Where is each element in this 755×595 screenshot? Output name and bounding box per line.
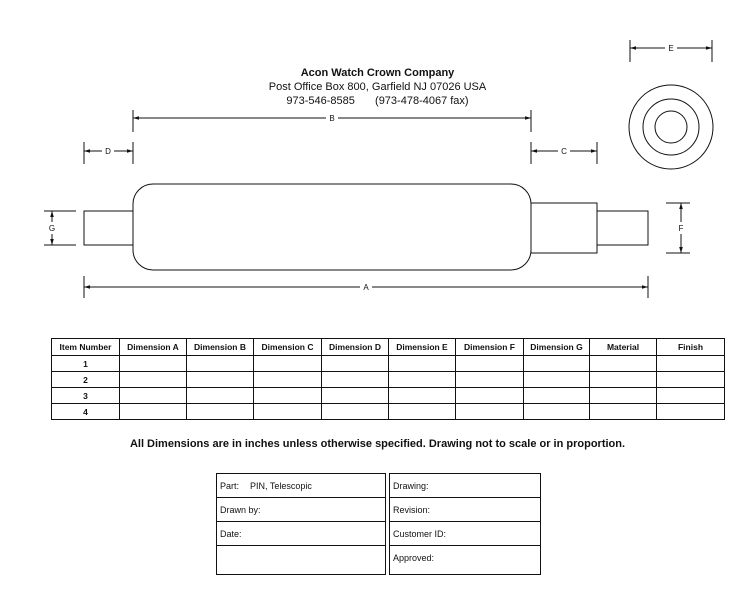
- dim-a-label: A: [363, 283, 369, 292]
- col-header: Dimension F: [456, 339, 524, 356]
- dim-c-label: C: [561, 147, 567, 156]
- date-field: Date:: [217, 522, 385, 546]
- company-fax: (973-478-4067 fax): [375, 95, 469, 107]
- pin-right-collar: [531, 203, 597, 253]
- revision-field: Revision:: [390, 498, 540, 522]
- part-label: Part:: [220, 481, 240, 491]
- end-view-middle-circle: [643, 99, 699, 155]
- dimensions-note: All Dimensions are in inches unless otherwise specified. Drawing not to scale or in proportion.: [129, 438, 626, 450]
- customer-id-field: Customer ID:: [390, 522, 540, 546]
- dim-e-label: E: [668, 44, 674, 53]
- table-row: [52, 356, 725, 372]
- drawing-field: Drawing:: [390, 474, 540, 498]
- col-header: Dimension C: [254, 339, 322, 356]
- dim-g-label: G: [48, 224, 56, 233]
- company-phone: 973-546-8585: [286, 95, 355, 107]
- item-number-cell: 4: [52, 404, 120, 420]
- col-header: Dimension G: [524, 339, 590, 356]
- table-row: [52, 404, 725, 420]
- item-number-cell: 3: [52, 388, 120, 404]
- part-field: [217, 474, 385, 498]
- col-header: Dimension B: [187, 339, 254, 356]
- drawn-by-field: Drawn by:: [217, 498, 385, 522]
- part-value: PIN, Telescopic: [250, 481, 312, 491]
- dimension-table-header-row: [52, 339, 725, 356]
- col-header: Material: [590, 339, 657, 356]
- end-view-inner-circle: [655, 111, 687, 143]
- col-header: Finish: [657, 339, 725, 356]
- col-header: Item Number: [52, 339, 120, 356]
- table-row: [52, 372, 725, 388]
- pin-left-shaft: [84, 211, 133, 245]
- col-header: Dimension D: [322, 339, 389, 356]
- company-address: Post Office Box 800, Garfield NJ 07026 USA: [268, 81, 487, 93]
- dim-b-label: B: [329, 114, 335, 123]
- dimension-table: [51, 338, 725, 420]
- title-block-left: [216, 473, 386, 575]
- item-number-cell: 1: [52, 356, 120, 372]
- dim-f-label: F: [678, 224, 684, 233]
- title-block-right: [389, 473, 541, 575]
- end-view-outer-circle: [629, 85, 713, 169]
- item-number-cell: 2: [52, 372, 120, 388]
- company-name: Acon Watch Crown Company: [300, 67, 455, 79]
- pin-right-shaft: [597, 211, 648, 245]
- pin-body: [133, 184, 531, 270]
- blank-field: [217, 546, 385, 570]
- col-header: Dimension A: [120, 339, 187, 356]
- col-header: Dimension E: [389, 339, 456, 356]
- approved-field: Approved:: [393, 553, 435, 563]
- table-row: [52, 388, 725, 404]
- dim-d-label: D: [105, 147, 111, 156]
